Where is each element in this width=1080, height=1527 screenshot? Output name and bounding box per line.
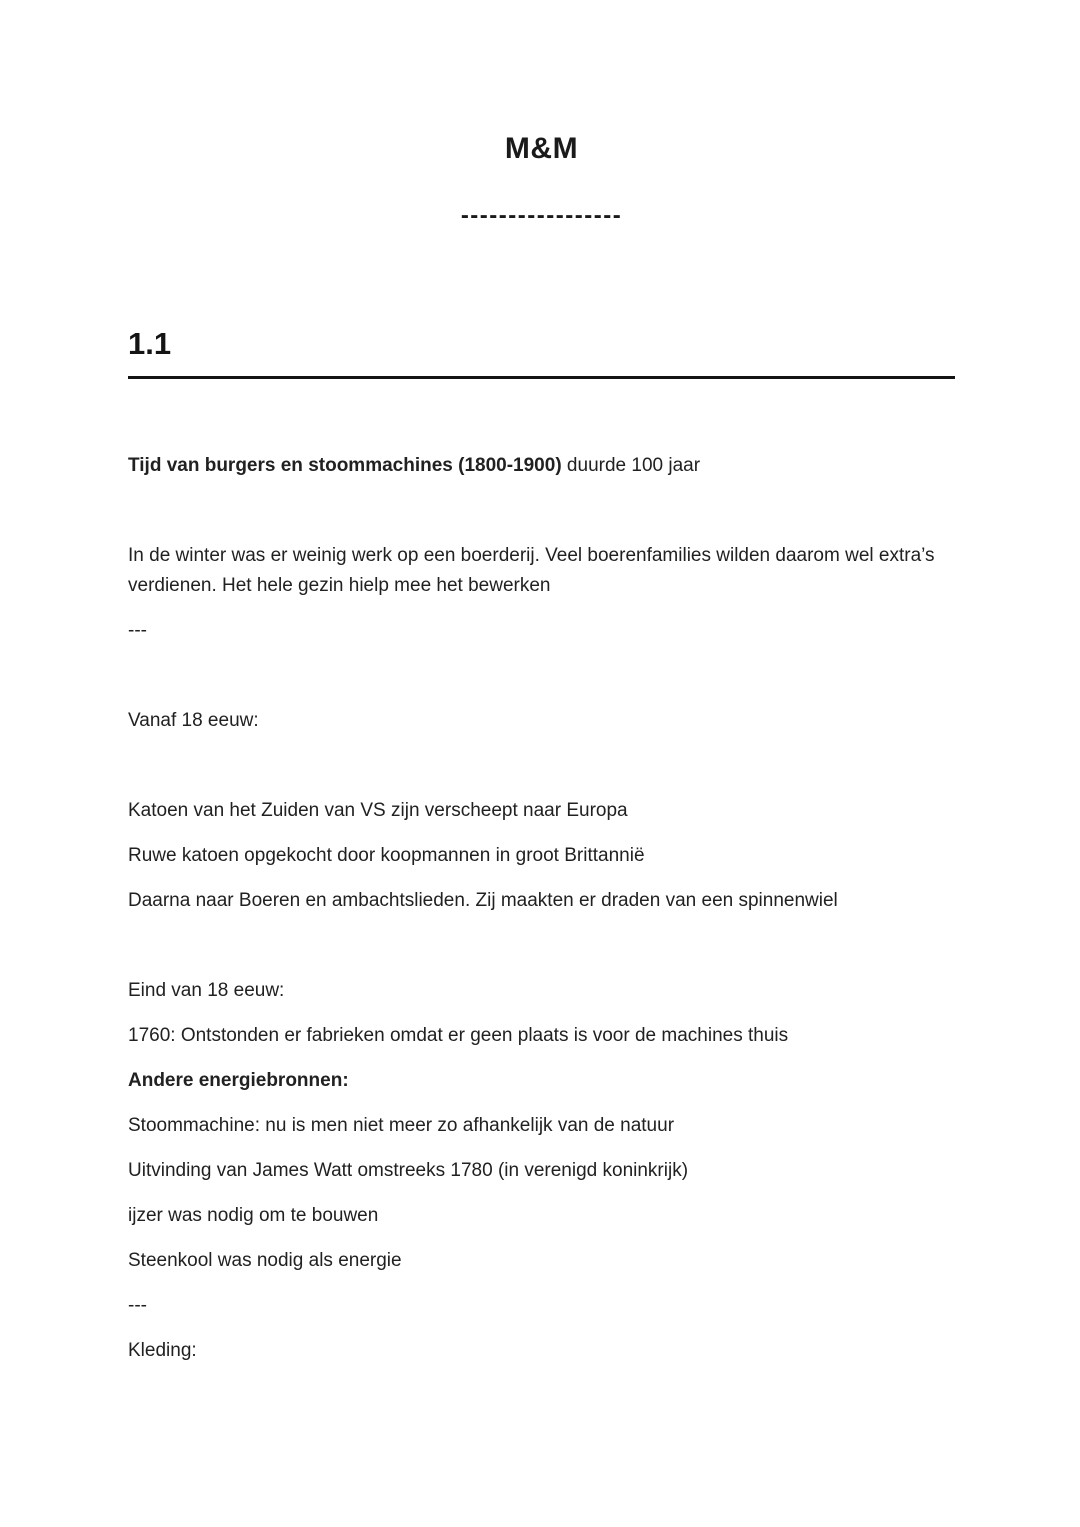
stoommachine-line: Stoommachine: nu is men niet meer zo afhankelijk van de natuur bbox=[128, 1115, 675, 1136]
ruwe-katoen-line: Ruwe katoen opgekocht door koopmannen in groot Brittannië bbox=[128, 845, 645, 866]
document-body bbox=[128, 451, 955, 1366]
lead-paragraph-regular: duurde 100 jaar bbox=[561, 455, 701, 476]
dashed-separator: ----------------- bbox=[460, 202, 623, 229]
james-watt-line: Uitvinding van James Watt omstreeks 1780 (in verenigd koninkrijk) bbox=[128, 1160, 689, 1181]
eind-18-eeuw-heading: Eind van 18 eeuw: bbox=[128, 980, 285, 1001]
steenkool-line: Steenkool was nodig als energie bbox=[128, 1250, 402, 1271]
divider-text-1: --- bbox=[128, 620, 147, 641]
katoen-line: Katoen van het Zuiden van VS zijn verscheept naar Europa bbox=[128, 800, 628, 821]
lead-paragraph-bold: Tijd van burgers en stoommachines (1800-1900) bbox=[128, 455, 562, 476]
fabrieken-line: 1760: Ontstonden er fabrieken omdat er geen plaats is voor de machines thuis bbox=[128, 1025, 789, 1046]
kleding-heading: Kleding: bbox=[128, 1340, 197, 1361]
lead-paragraph bbox=[128, 451, 955, 481]
intro-paragraph: In de winter was er weinig werk op een boerderij. Veel boerenfamilies wilden daarom wel extra’s verdienen. Het hele gezin hielp mee het bewerken bbox=[128, 545, 935, 596]
energiebronnen-heading: Andere energiebronnen: bbox=[128, 1070, 349, 1091]
divider-text-2: --- bbox=[128, 1295, 147, 1316]
ijzer-line: ijzer was nodig om te bouwen bbox=[128, 1205, 379, 1226]
vanaf-18-eeuw-heading: Vanaf 18 eeuw: bbox=[128, 710, 259, 731]
section-heading: 1.1 bbox=[128, 326, 955, 379]
document-title: M&M bbox=[504, 132, 579, 165]
daarna-line: Daarna naar Boeren en ambachtslieden. Zij maakten er draden van een spinnenwiel bbox=[128, 890, 838, 911]
